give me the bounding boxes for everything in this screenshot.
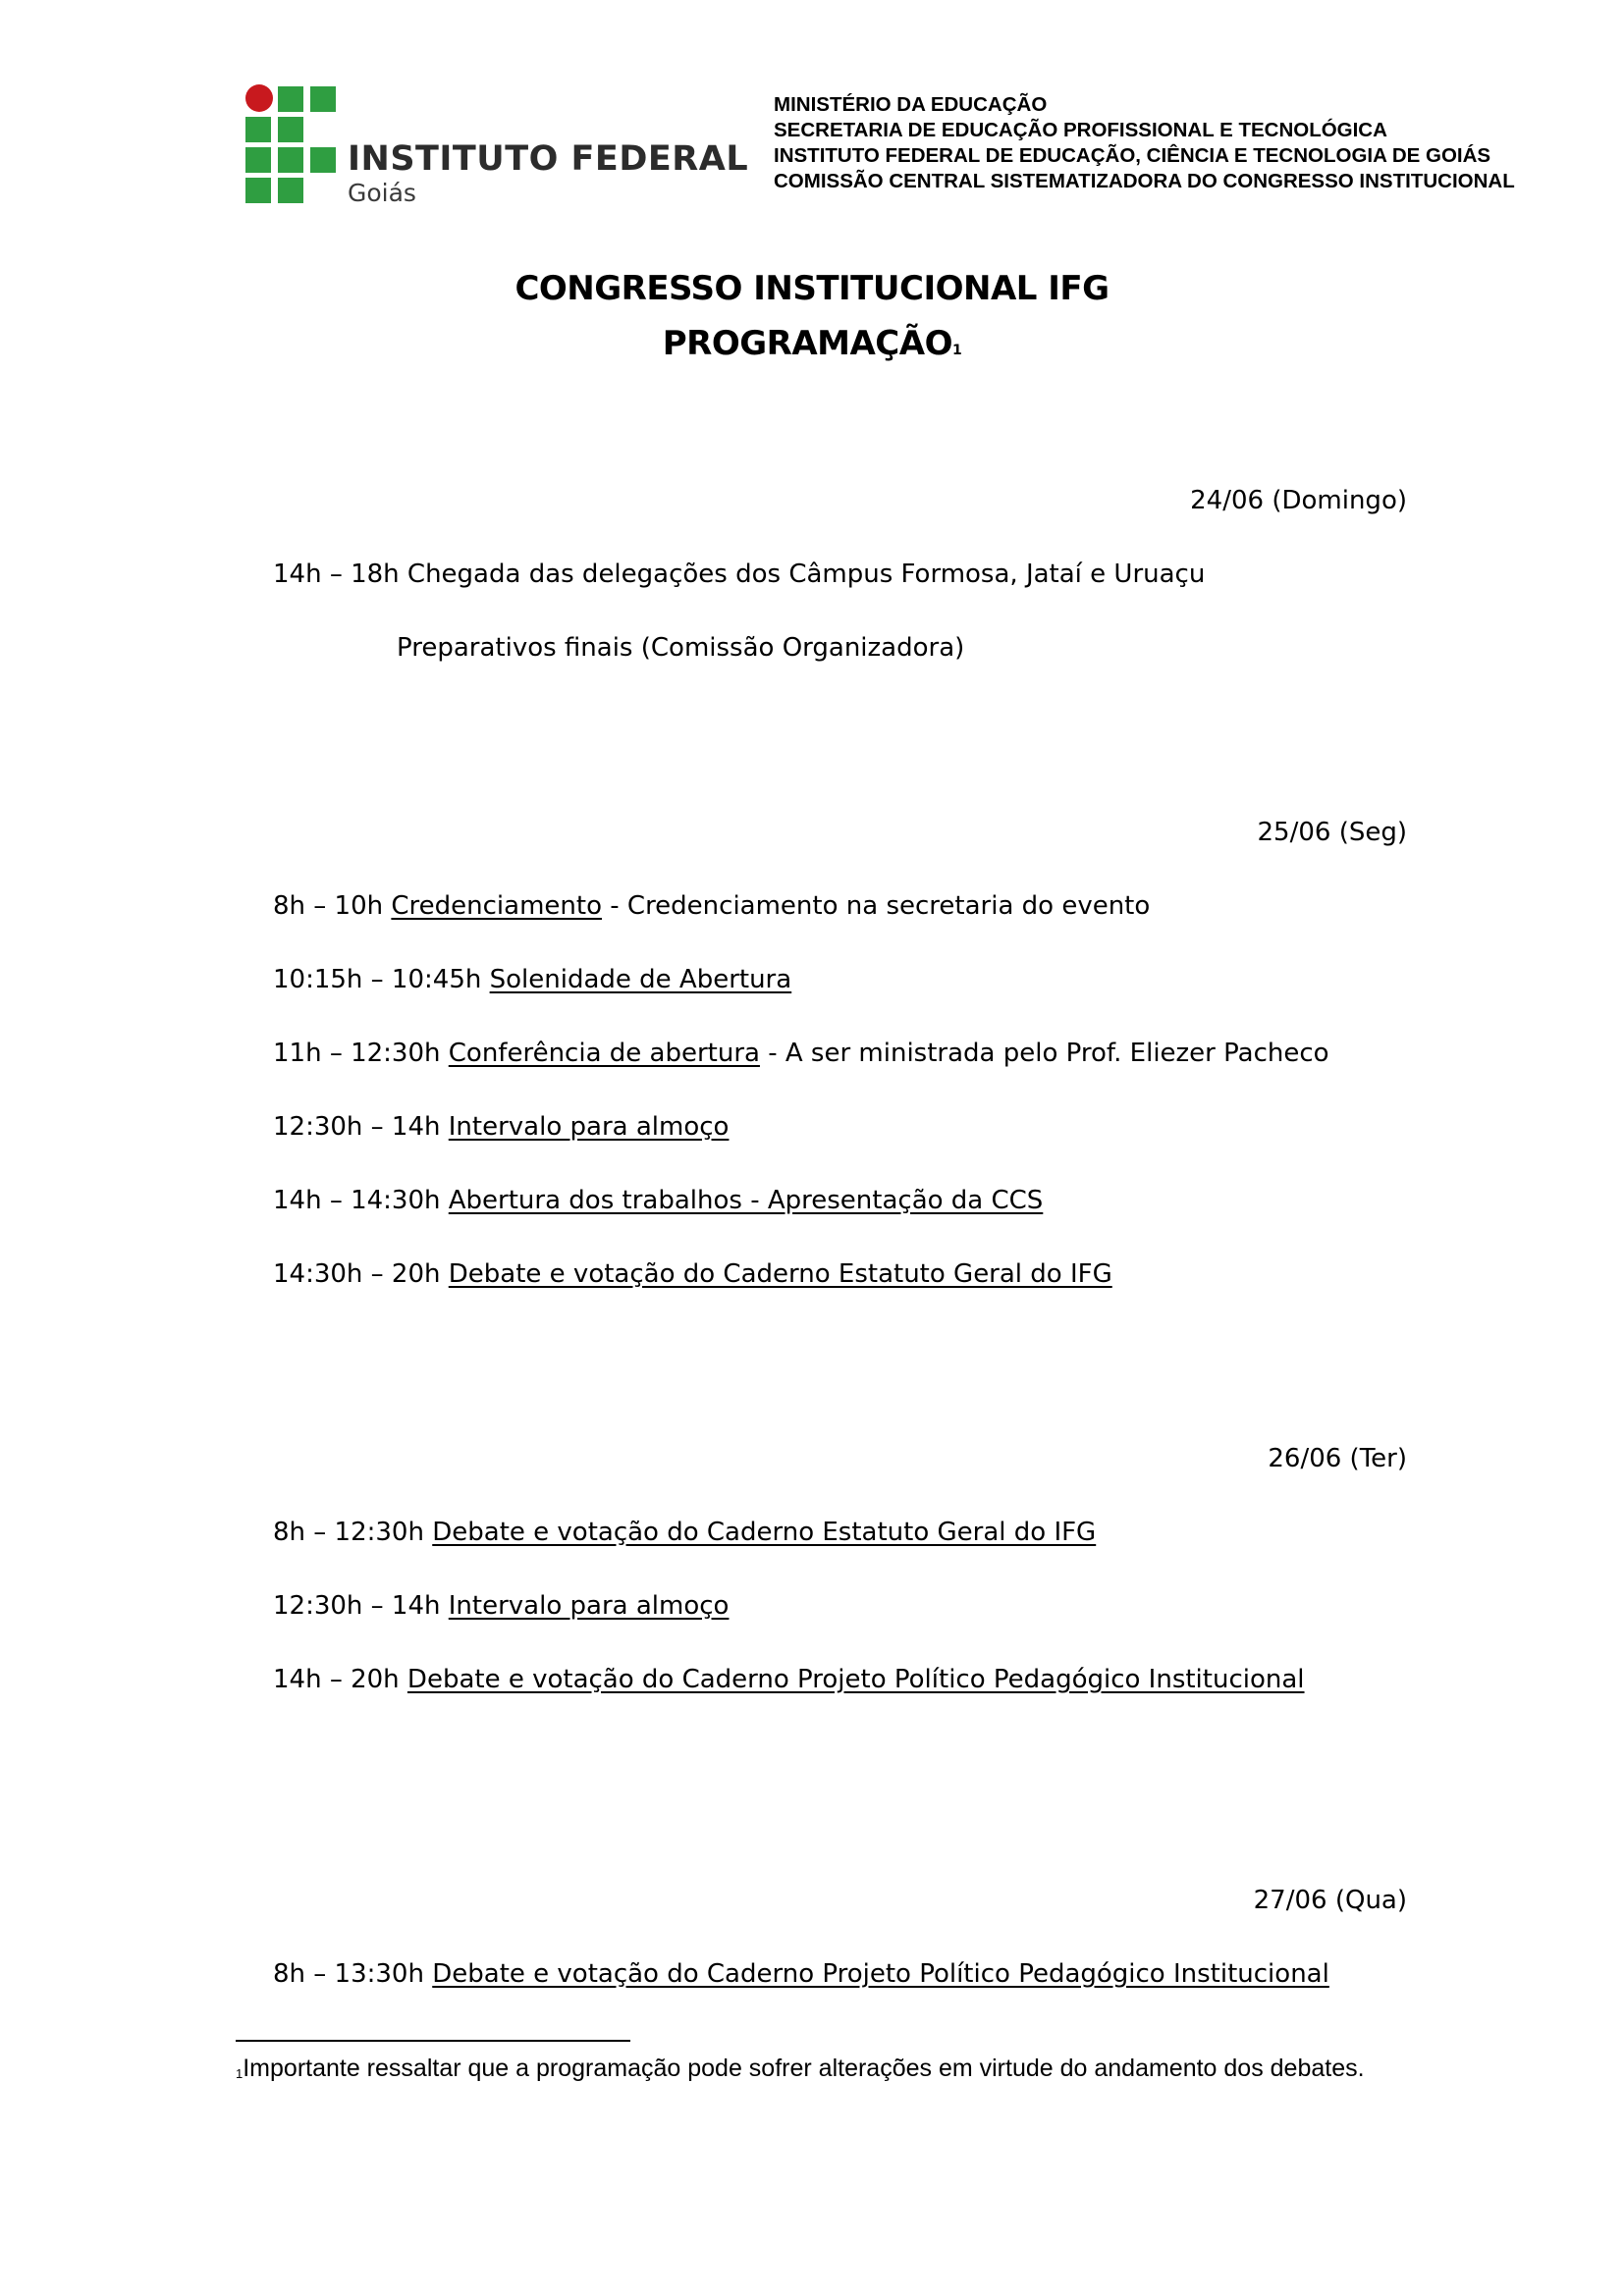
item-title: Abertura dos trabalhos - Apresentação da CCS <box>448 1186 1044 1215</box>
item-title: Credenciamento <box>391 891 602 921</box>
logo-square <box>245 147 271 173</box>
item-time: 10:15h – 10:45h <box>273 965 482 994</box>
schedule-item <box>397 633 964 663</box>
institution-header <box>774 92 1515 194</box>
item-time: 14h – 20h <box>273 1665 400 1694</box>
item-time: 8h – 10h <box>273 891 384 921</box>
logo-red-dot <box>245 84 273 112</box>
footnote-text: Importante ressaltar que a programação pode sofrer alterações em virtude do andamento dos debates. <box>243 2055 1365 2082</box>
schedule-item <box>273 1259 1112 1289</box>
header-line: COMISSÃO CENTRAL SISTEMATIZADORA DO CONGRESSO INSTITUCIONAL <box>774 170 1515 192</box>
logo-square <box>278 86 303 112</box>
item-time: 11h – 12:30h <box>273 1039 441 1068</box>
item-time: 8h – 13:30h <box>273 1959 424 1989</box>
schedule-item <box>273 965 791 994</box>
item-title: Conferência de abertura <box>448 1039 760 1068</box>
schedule-item <box>273 560 1205 589</box>
header-line: SECRETARIA DE EDUCAÇÃO PROFISSIONAL E TECNOLÓGICA <box>774 119 1387 141</box>
logo-subtitle: Goiás <box>348 179 416 207</box>
item-time: 8h – 12:30h <box>273 1518 424 1547</box>
schedule-item <box>273 1591 729 1621</box>
schedule-item <box>273 1665 1305 1694</box>
logo-square <box>310 86 336 112</box>
footnote-divider <box>236 2040 630 2042</box>
header-line: INSTITUTO FEDERAL DE EDUCAÇÃO, CIÊNCIA E TECNOLOGIA DE GOIÁS <box>774 144 1491 167</box>
footnote <box>236 2054 1406 2087</box>
schedule-item <box>273 1186 1043 1215</box>
logo-square <box>278 178 303 203</box>
item-title: Debate e votação do Caderno Estatuto Geral do IFG <box>448 1259 1112 1289</box>
item-detail: - Credenciamento na secretaria do evento <box>602 891 1151 921</box>
item-detail: - A ser ministrada pelo Prof. Eliezer Pacheco <box>759 1039 1329 1068</box>
footnote-marker: 1 <box>236 2066 244 2081</box>
item-title: Solenidade de Abertura <box>489 965 792 994</box>
schedule-item <box>273 1959 1329 1989</box>
item-title: Debate e votação do Caderno Projeto Político Pedagógico Institucional <box>432 1959 1329 1989</box>
logo-square <box>245 178 271 203</box>
schedule-item <box>273 1039 1329 1068</box>
schedule-item <box>273 1518 1096 1547</box>
day-date: 25/06 (Seg) <box>1257 818 1407 847</box>
schedule-item <box>273 1112 729 1142</box>
item-title: Intervalo para almoço <box>448 1112 730 1142</box>
item-time: 14h – 18h <box>273 560 400 589</box>
item-title: Debate e votação do Caderno Estatuto Geral do IFG <box>432 1518 1097 1547</box>
item-title: Preparativos finais (Comissão Organizadora) <box>397 633 965 663</box>
day-date: 27/06 (Qua) <box>1253 1886 1407 1915</box>
day-date: 24/06 (Domingo) <box>1190 486 1407 515</box>
item-time: 12:30h – 14h <box>273 1112 441 1142</box>
day-date: 26/06 (Ter) <box>1268 1444 1407 1473</box>
item-time: 14h – 14:30h <box>273 1186 441 1215</box>
subtitle-text: PROGRAMAÇÃO <box>662 324 952 363</box>
item-time: 12:30h – 14h <box>273 1591 441 1621</box>
logo-square <box>278 117 303 142</box>
logo-square <box>278 147 303 173</box>
item-title: Debate e votação do Caderno Projeto Político Pedagógico Institucional <box>406 1665 1305 1694</box>
header-line: MINISTÉRIO DA EDUCAÇÃO <box>774 93 1048 116</box>
footnote-ref: 1 <box>951 343 962 358</box>
schedule-item <box>273 891 1150 921</box>
logo-square <box>310 147 336 173</box>
document-subtitle <box>0 324 1624 363</box>
item-title: Chegada das delegações dos Câmpus Formosa, Jataí e Uruaçu <box>406 560 1206 589</box>
institute-logo <box>245 84 749 208</box>
logo-brand-text: INSTITUTO FEDERAL <box>348 139 749 179</box>
document-title: CONGRESSO INSTITUCIONAL IFG <box>514 269 1110 308</box>
item-title: Intervalo para almoço <box>448 1591 730 1621</box>
item-time: 14:30h – 20h <box>273 1259 441 1289</box>
logo-square <box>245 117 271 142</box>
